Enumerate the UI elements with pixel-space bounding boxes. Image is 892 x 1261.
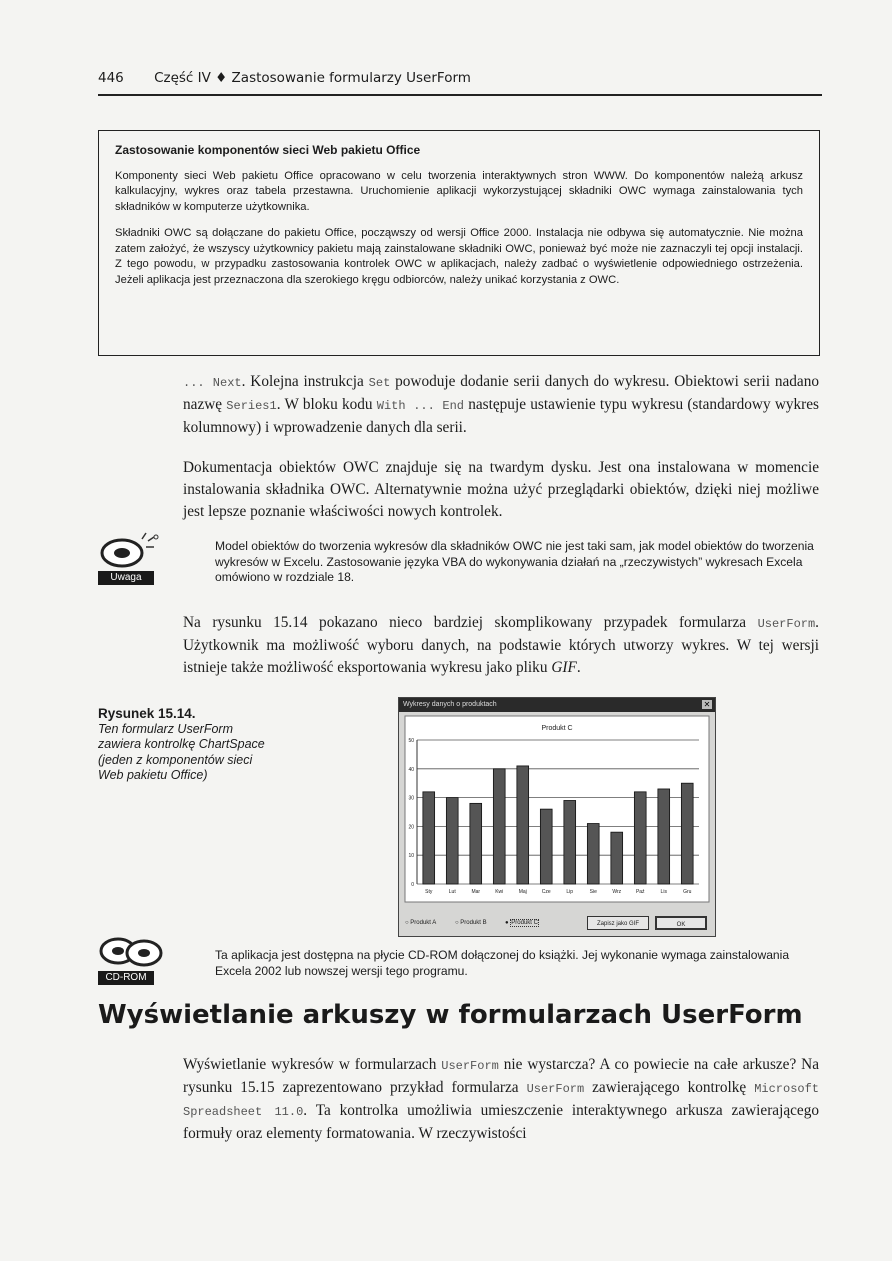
sidebar-paragraph-2: Składniki OWC są dołączane do pakietu Office, począwszy od wersji Office 2000. Instalacja nie odbywa się automatycznie. Nie można zatem założyć, że wszyscy użytkownicy pakietu mają zainstalowane składniki OWC, ponieważ być może nie zaznaczyli tej opcji instalacji. Z tego powodu, w przypadku zastosowania kontrolek OWC w aplikacjach, należy zadbać o wyświetlenie odpowiedniego ostrzeżenia. Jeżeli aplikacja jest przeznaczona dla szerokiego kręgu odbiorców, należy unikać korzystania z OWC. (115, 227, 803, 286)
figure-caption-text: Ten formularz UserForm zawiera kontrolkę ChartSpace (jeden z komponentów sieci Web pakietu Office) (98, 721, 265, 782)
body-paragraph-4 (183, 1054, 819, 1145)
text: . Użytkownik ma możliwość wyboru danych, na podstawie których utworzy wykres. W tej wersji istnieje także możliwość eksportowania wykresu jako pliku (183, 614, 819, 676)
chart-bar (423, 792, 435, 884)
radio-produkt-b[interactable]: ○ Produkt B (455, 920, 487, 926)
sidebar-box (98, 130, 820, 356)
x-tick-label: Mar (471, 889, 481, 895)
sidebar-paragraph-1: Komponenty sieci Web pakietu Office opracowano w celu tworzenia interaktywnych stron WWW. Do komponentów należą arkusz kalkulacyjny, wykres oraz tabela przestawna. Uruchomienie aplikacji wykorzystującej składniki OWC wymaga zainstalowania tych składników w komputerze użytkownika. (115, 169, 803, 213)
radio-produkt-a[interactable]: ○ Produkt A (405, 920, 437, 926)
body-paragraph-1 (183, 371, 819, 439)
cdrom-icon (98, 931, 170, 985)
text: nie wystarcza? A co powiecie na całe arkusze? Na rysunku 15.15 zaprezentowano przykład formularza (183, 1056, 820, 1096)
chart-bar (470, 803, 482, 884)
running-title: Część IV ♦ Zastosowanie formularzy UserForm (154, 70, 471, 86)
userform-dialog (398, 697, 716, 937)
text: Na rysunku 15.14 pokazano nieco bardziej skomplikowany przypadek formularza (183, 614, 758, 631)
x-tick-label: Lis (660, 889, 667, 895)
gif-text: GIF (551, 659, 577, 676)
x-tick-label: Maj (518, 889, 527, 895)
x-tick-label: Cze (541, 889, 551, 895)
note-uwaga-text: Model obiektów do tworzenia wykresów dla składników OWC nie jest taki sam, jak model obiektów do tworzenia wykresów w Excelu. Zastosowanie języka VBA do wykonywania działań na „rzeczywistych” wykresach Excela omówiono w rozdziale 18. (215, 539, 814, 584)
code-userform: UserForm (526, 1082, 585, 1096)
chart-space (399, 712, 715, 908)
x-tick-label: Paź (635, 889, 645, 895)
figure-caption-title: Rysunek 15.14. (98, 706, 196, 721)
x-tick-label: Lut (448, 889, 456, 895)
x-tick-label: Sty (425, 889, 433, 895)
code-series: Series1 (226, 399, 277, 413)
chart-bar (681, 783, 693, 884)
section-heading: Wyświetlanie arkuszy w formularzach UserForm (98, 1000, 803, 1030)
y-tick-label: 40 (408, 766, 414, 773)
code-set: Set (368, 376, 391, 390)
body-paragraph-3 (183, 612, 819, 679)
figure-caption (98, 706, 268, 784)
running-header (98, 70, 820, 86)
ok-button[interactable]: OK (655, 916, 707, 930)
x-tick-label: Sie (589, 889, 597, 895)
close-button[interactable]: ✕ (703, 700, 711, 709)
save-gif-button[interactable]: Zapisz jako GIF (587, 916, 649, 930)
code-spreadsheet: Microsoft Spreadsheet 11.0 (183, 1082, 819, 1119)
chart-bar (517, 766, 529, 884)
code-userform: UserForm (757, 617, 816, 631)
chart-bar (634, 792, 646, 884)
text: . W bloku kodu (276, 396, 377, 413)
y-tick-label: 0 (411, 882, 414, 888)
code-userform: UserForm (441, 1059, 499, 1073)
uwaga-label: Uwaga (98, 571, 154, 585)
x-tick-label: Wrz (612, 889, 622, 895)
text: Wyświetlanie wykresów w formularzach (183, 1056, 442, 1073)
dialog-titlebar (399, 698, 715, 712)
chart-bar (540, 809, 552, 884)
x-tick-label: Gru (683, 889, 692, 895)
chart-bar (493, 769, 505, 884)
code-with: With ... End (376, 399, 464, 413)
radio-label: Produkt C (511, 920, 538, 926)
radio-label: Produkt A (410, 920, 437, 926)
code-next: ... Next (183, 376, 242, 390)
chart-bar (446, 798, 458, 884)
chart-title: Produkt C (541, 725, 573, 732)
y-tick-label: 20 (408, 824, 414, 831)
text: zawierającego kontrolkę (584, 1079, 755, 1096)
chart-bar (564, 800, 576, 884)
y-tick-label: 10 (408, 853, 414, 860)
dialog-title: Wykresy danych o produktach (403, 701, 497, 708)
text: powoduje dodanie serii danych do wykresu. Obiektowi serii nadano nazwę (183, 373, 820, 413)
radio-label: Produkt B (460, 920, 487, 926)
chart-bar (611, 832, 623, 884)
body-paragraph-2: Dokumentacja obiektów OWC znajduje się na twardym dysku. Jest ona instalowana w momencie instalowania składnika OWC. Alternatywnie można użyć przeglądarki obiektów, dzięki niej możliwe jest lepsze poznanie właściwości nowych kontrolek. (183, 459, 819, 520)
header-rule (98, 94, 822, 96)
text: . Ta kontrolka umożliwia umieszczenie interaktywnego arkusza zawierającego formuły oraz elementy formatowania. W rzeczywistości (183, 1102, 819, 1142)
y-tick-label: 30 (408, 795, 414, 802)
x-tick-label: Kwi (495, 889, 504, 895)
text: . (576, 659, 581, 676)
chart-bar (587, 824, 599, 884)
radio-produkt-c[interactable]: ● Produkt C (505, 920, 538, 926)
uwaga-icon (98, 531, 170, 585)
note-cdrom-text: Ta aplikacja jest dostępna na płycie CD-ROM dołączonej do książki. Jej wykonanie wymaga zainstalowania Excela 2002 lub nowszej wersji tego programu. (215, 948, 790, 978)
page-number: 446 (98, 70, 124, 86)
cdrom-label: CD-ROM (98, 971, 154, 985)
chart-bar (658, 789, 670, 884)
text: następuje ustawienie typu wykresu (standardowy wykres kolumnowy) i wprowadzenie danych dla serii. (183, 396, 819, 436)
text: . Kolejna instrukcja (241, 373, 369, 390)
sidebar-title: Zastosowanie komponentów sieci Web pakietu Office (115, 143, 421, 157)
x-tick-label: Lip (566, 889, 574, 895)
y-tick-label: 50 (408, 738, 414, 744)
